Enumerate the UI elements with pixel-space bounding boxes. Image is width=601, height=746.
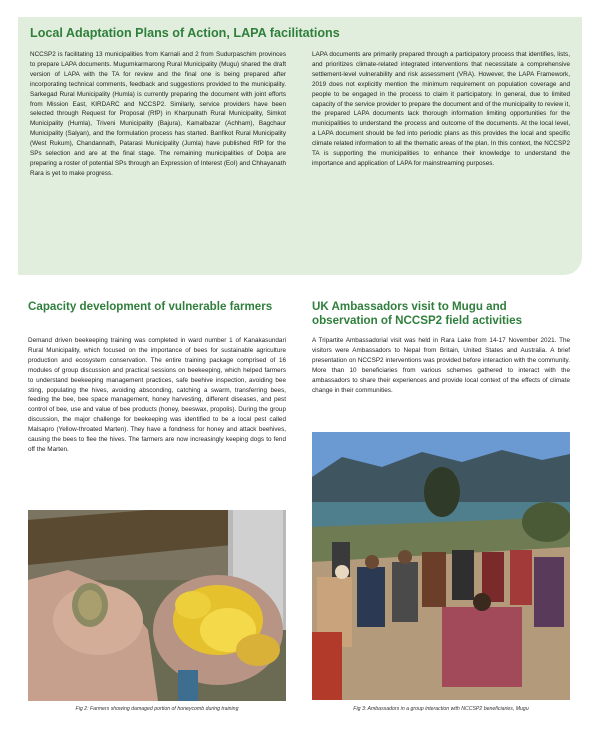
- capacity-text: Demand driven beekeeping training was completed in ward number 1 of Kanakasundari Rural Municipality, which focused on the importance of bees for sustainable agriculture production and ecosystem conservation. The entire training package comprised of 16 modules of group discussion and practical sessions on beekeeping, which helped farmers to understand beekeeping management practices, safe beehive inspection, avoiding bee sting, populating the hives, avoiding absconding, catching a swarm, transferring bees, feeding the bee, bee space management, honey harvesting, different diseases, and pest control of bee, use and value of bee products (honey, beeswax, propolis). During the group discussion, the major challenge for beekeeping was identified to be a local pest called Malsapro (Yellow-throated Marten). They have a fondness for honey and attack beehives, causing the bees to flee the hives. The farmers are now increasingly keeping dogs to fend off the Marten.: [28, 337, 286, 453]
- fig3-caption: Fig 3: Ambassadors in a group interaction with NCCSP2 beneficiaries, Mugu: [353, 706, 529, 712]
- fig2-caption: Fig 2: Farmers showing damaged portion of honeycomb during training: [75, 706, 239, 712]
- ambassadors-photo: [312, 432, 570, 700]
- uk-title: UK Ambassadors visit to Mugu and observation of NCCSP2 field activities: [312, 300, 523, 327]
- uk-text: A Tripartite Ambassadorial visit was held in Rara Lake from 14-17 November 2021. The visitors were Ambassadors to Nepal from Britain, United States and Australia. A brief presentation on NCCSP2 interventions was provided before interaction with the community. More than 10 beneficiaries from various schemes gathered to interact with the ambassadors to share their experiences and provide local context of the effects of climate change in their communities.: [312, 337, 570, 394]
- lapa-left-text: NCCSP2 is facilitating 13 municipalities from Karnali and 2 from Sudurpaschim provinces to prepare LAPA documents. Mugumkarmarong Rural Municipality (Mugu) shared the draft version of LAPA with the TA for review and the final one is being prepared after incorporating technical comments, feedback and suggestions provided to the municipality. Sarkegad Rural Municipality (Humla) is currently preparing the document with joint efforts from Mission East, KIRDARC and NCCSP2. Similarly, service providers have been selected through Request for Proposal (RfP) in Kharpunath Rural Municipality, Simkot Municipality (Humla), Triveni Municipality (Bajura), Kamalbazar (Achham), Bagchaur Municipality (Salyan), and the formulation process has started. Banfikot Rural Municipality (West Rukum), Chandannath, Patarasi Municipality (Jumla) have published RfP for the SPs selection and are at the final stage. The remaining municipalities of Dolpa are preparing a roster of potential SPs through an Expression of Interest (EoI) and Chhayanath Rara is yet to make progress.: [30, 51, 286, 177]
- capacity-title: Capacity development of vulnerable farmers: [28, 300, 273, 313]
- lapa-title: Local Adaptation Plans of Action, LAPA facilitations: [30, 26, 340, 40]
- lapa-right-text: LAPA documents are primarily prepared through a participatory process that identifies, lists, and prioritizes climate-related integrated interventions that necessitate a comprehensive settlement-level vulnerability and risk assessment (VRA). However, the LAPA Framework, 2019 does not explicitly mention the minimum requirement on population coverage and people to be engaged in the process to claim it participatory. In general, due to limited capacity of the service provider to prepare the document and of the municipality to review it, the prepared LAPA documents lack thorough information limiting opportunities for the municipalities to understand the process and outcome of the documents. At the local level, a LAPA document should be fed into periodic plans as this provides the local and specific climate related information to all the thematic areas of the plan. In this context, the NCCSP2 TA is supporting the municipalities to enhance their knowledge to understand the importance and application of LAPA for mainstreaming purposes.: [312, 51, 570, 167]
- beekeeping-photo: [28, 510, 286, 701]
